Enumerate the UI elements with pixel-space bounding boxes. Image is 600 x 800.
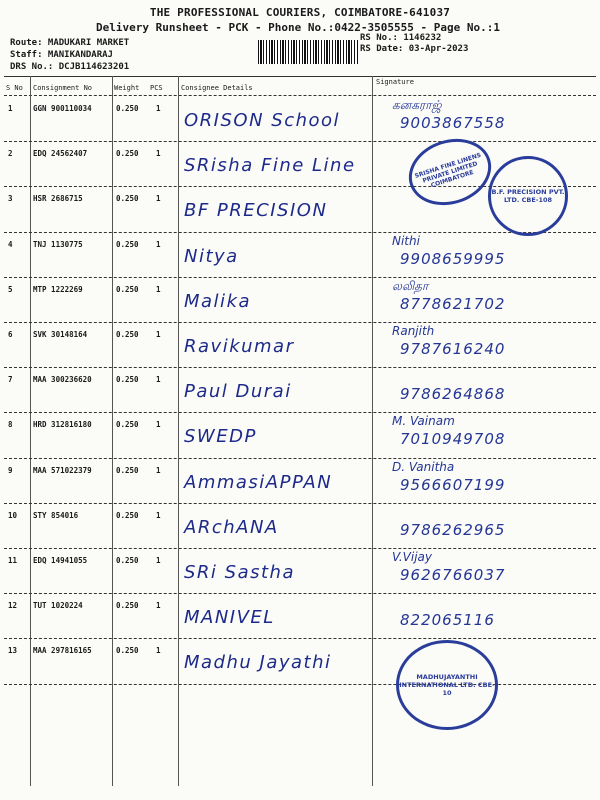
row-weight: 0.250: [116, 375, 139, 385]
row-weight: 0.250: [116, 149, 139, 159]
row-serial: 7: [8, 375, 13, 385]
row-signature-phone: 9626766037: [400, 566, 506, 584]
row-consignment-no: SVK 30148164: [33, 330, 88, 339]
row-consignee: Paul Durai: [184, 381, 292, 403]
row-consignment-no: GGN 900110034: [33, 104, 92, 113]
col-weight: Weight: [114, 84, 140, 92]
row-consignment-no: MAA 571022379: [33, 465, 92, 475]
row-consignee: MANIVEL: [184, 607, 275, 629]
company-stamp: [488, 156, 568, 236]
row-serial: 1: [8, 104, 13, 113]
row-signature-phone: 9566607199: [400, 475, 506, 494]
row-divider: [4, 548, 596, 549]
row-signature-name: V.Vijay: [392, 550, 432, 564]
row-consignment-no: MAA 297816165: [33, 646, 92, 656]
row-signature-name: லலிதா: [392, 278, 429, 293]
row-consignment-no: EDQ 14941055: [33, 556, 88, 565]
stamp-text: MADHUJAYANTHI INTERNATIONAL LTD. CBE-10: [399, 673, 495, 697]
staff-label: Staff: MANIKANDARAJ: [10, 50, 113, 60]
company-title: THE PROFESSIONAL COURIERS, COIMBATORE-641037: [149, 6, 451, 19]
row-consignee: SRisha Fine Line: [184, 155, 356, 177]
row-serial: 8: [8, 420, 13, 430]
row-pcs: 1: [156, 510, 161, 520]
row-serial: 12: [8, 601, 18, 611]
row-divider: [4, 277, 596, 278]
col-consignment: Consignment No: [33, 84, 93, 92]
runsheet-subtitle: Delivery Runsheet - PCK - Phone No.:0422-3505555 - Page No.:1: [96, 21, 500, 34]
row-pcs: 1: [156, 149, 161, 159]
row-weight: 0.250: [116, 330, 139, 339]
row-consignee: Madhu Jayathi: [184, 652, 332, 674]
row-divider: [4, 638, 596, 639]
row-signature-name: Ranjith: [392, 324, 435, 338]
row-weight: 0.250: [116, 104, 139, 113]
row-divider: [4, 458, 596, 459]
row-weight: 0.250: [116, 601, 139, 611]
row-consignment-no: HRD 312816180: [33, 420, 92, 430]
row-pcs: 1: [156, 104, 161, 113]
row-consignment-no: MTP 1222269: [33, 284, 83, 294]
stamp-text: SRISHA FINE LINENS PRIVATE LIMITED COIMBATORE: [413, 151, 482, 189]
row-signature-phone: 7010949708: [400, 430, 506, 449]
row-serial: 3: [8, 194, 13, 204]
rs-date: RS Date: 03-Apr-2023: [360, 44, 469, 54]
row-divider: [4, 322, 596, 323]
row-consignment-no: TUT 1020224: [33, 601, 83, 611]
row-serial: 2: [8, 149, 13, 159]
row-pcs: 1: [156, 646, 161, 656]
row-divider: [4, 593, 596, 594]
drs-label: DRS No.: DCJB114623201: [10, 62, 130, 72]
row-pcs: 1: [156, 330, 161, 339]
row-consignee: Ravikumar: [184, 336, 295, 357]
row-signature-phone: 822065116: [400, 611, 495, 630]
row-divider: [4, 503, 596, 504]
row-serial: 11: [8, 556, 18, 565]
row-weight: 0.250: [116, 194, 139, 204]
row-consignment-no: TNJ 1130775: [33, 239, 83, 249]
header-rule: [4, 95, 596, 96]
col-divider: [30, 76, 31, 786]
col-signature: Signature: [376, 78, 414, 86]
row-pcs: 1: [156, 420, 161, 430]
row-signature-name: D. Vanitha: [392, 459, 455, 474]
col-pcs: PCS: [150, 84, 163, 92]
row-signature-name: M. Vainam: [392, 414, 455, 429]
row-serial: 10: [8, 510, 18, 520]
row-pcs: 1: [156, 284, 161, 294]
row-signature-name: Nithi: [392, 233, 420, 248]
row-consignment-no: EDQ 24562407: [33, 149, 88, 159]
stamp-text: B.F. PRECISION PVT. LTD. CBE-108: [491, 188, 565, 204]
row-serial: 5: [8, 284, 13, 294]
row-serial: 6: [8, 330, 13, 339]
row-consignee: AmmasiAPPAN: [184, 471, 333, 493]
col-divider: [112, 76, 113, 786]
row-serial: 13: [8, 646, 18, 656]
row-signature-name: கனகராஜ்: [392, 98, 442, 112]
row-divider: [4, 141, 596, 142]
row-signature-phone: 9908659995: [400, 249, 506, 268]
row-pcs: 1: [156, 556, 161, 565]
row-consignee: SWEDP: [184, 426, 257, 448]
row-divider: [4, 684, 596, 685]
row-weight: 0.250: [116, 420, 139, 430]
row-signature-phone: 9787616240: [400, 340, 506, 358]
col-divider: [178, 76, 179, 786]
row-signature-phone: 8778621702: [400, 294, 506, 313]
row-pcs: 1: [156, 601, 161, 611]
row-consignee: ARchANA: [184, 516, 279, 538]
row-consignee: BF PRECISION: [184, 200, 328, 222]
row-consignee: Malika: [184, 290, 252, 312]
row-divider: [4, 367, 596, 368]
row-weight: 0.250: [116, 465, 139, 475]
row-pcs: 1: [156, 465, 161, 475]
company-stamp: [396, 640, 498, 730]
row-consignment-no: STY 854016: [33, 510, 79, 520]
row-weight: 0.250: [116, 646, 139, 656]
row-signature-phone: 9003867558: [400, 114, 506, 132]
row-pcs: 1: [156, 194, 161, 204]
row-signature-phone: 9786264868: [400, 385, 506, 404]
row-consignment-no: HSR 2686715: [33, 194, 83, 204]
row-pcs: 1: [156, 375, 161, 385]
row-divider: [4, 412, 596, 413]
row-consignee: Nitya: [184, 245, 239, 267]
row-weight: 0.250: [116, 284, 139, 294]
row-serial: 4: [8, 239, 13, 249]
table-top-rule: [4, 76, 596, 77]
row-weight: 0.250: [116, 556, 139, 565]
row-consignment-no: MAA 300236620: [33, 375, 92, 385]
row-signature-phone: 9786262965: [400, 520, 506, 539]
row-consignee: SRi Sastha: [184, 562, 295, 583]
row-pcs: 1: [156, 239, 161, 249]
row-weight: 0.250: [116, 510, 139, 520]
row-weight: 0.250: [116, 239, 139, 249]
row-serial: 9: [8, 465, 13, 475]
row-divider: [4, 232, 596, 233]
route-label: Route: MADUKARI MARKET: [10, 38, 130, 48]
row-consignee: ORISON School: [184, 110, 341, 131]
rs-number: RS No.: 1146232: [360, 33, 442, 43]
col-divider: [372, 76, 373, 786]
col-consignee: Consignee Details: [181, 84, 253, 92]
col-sno: S No: [6, 84, 23, 92]
barcode: [258, 40, 358, 64]
